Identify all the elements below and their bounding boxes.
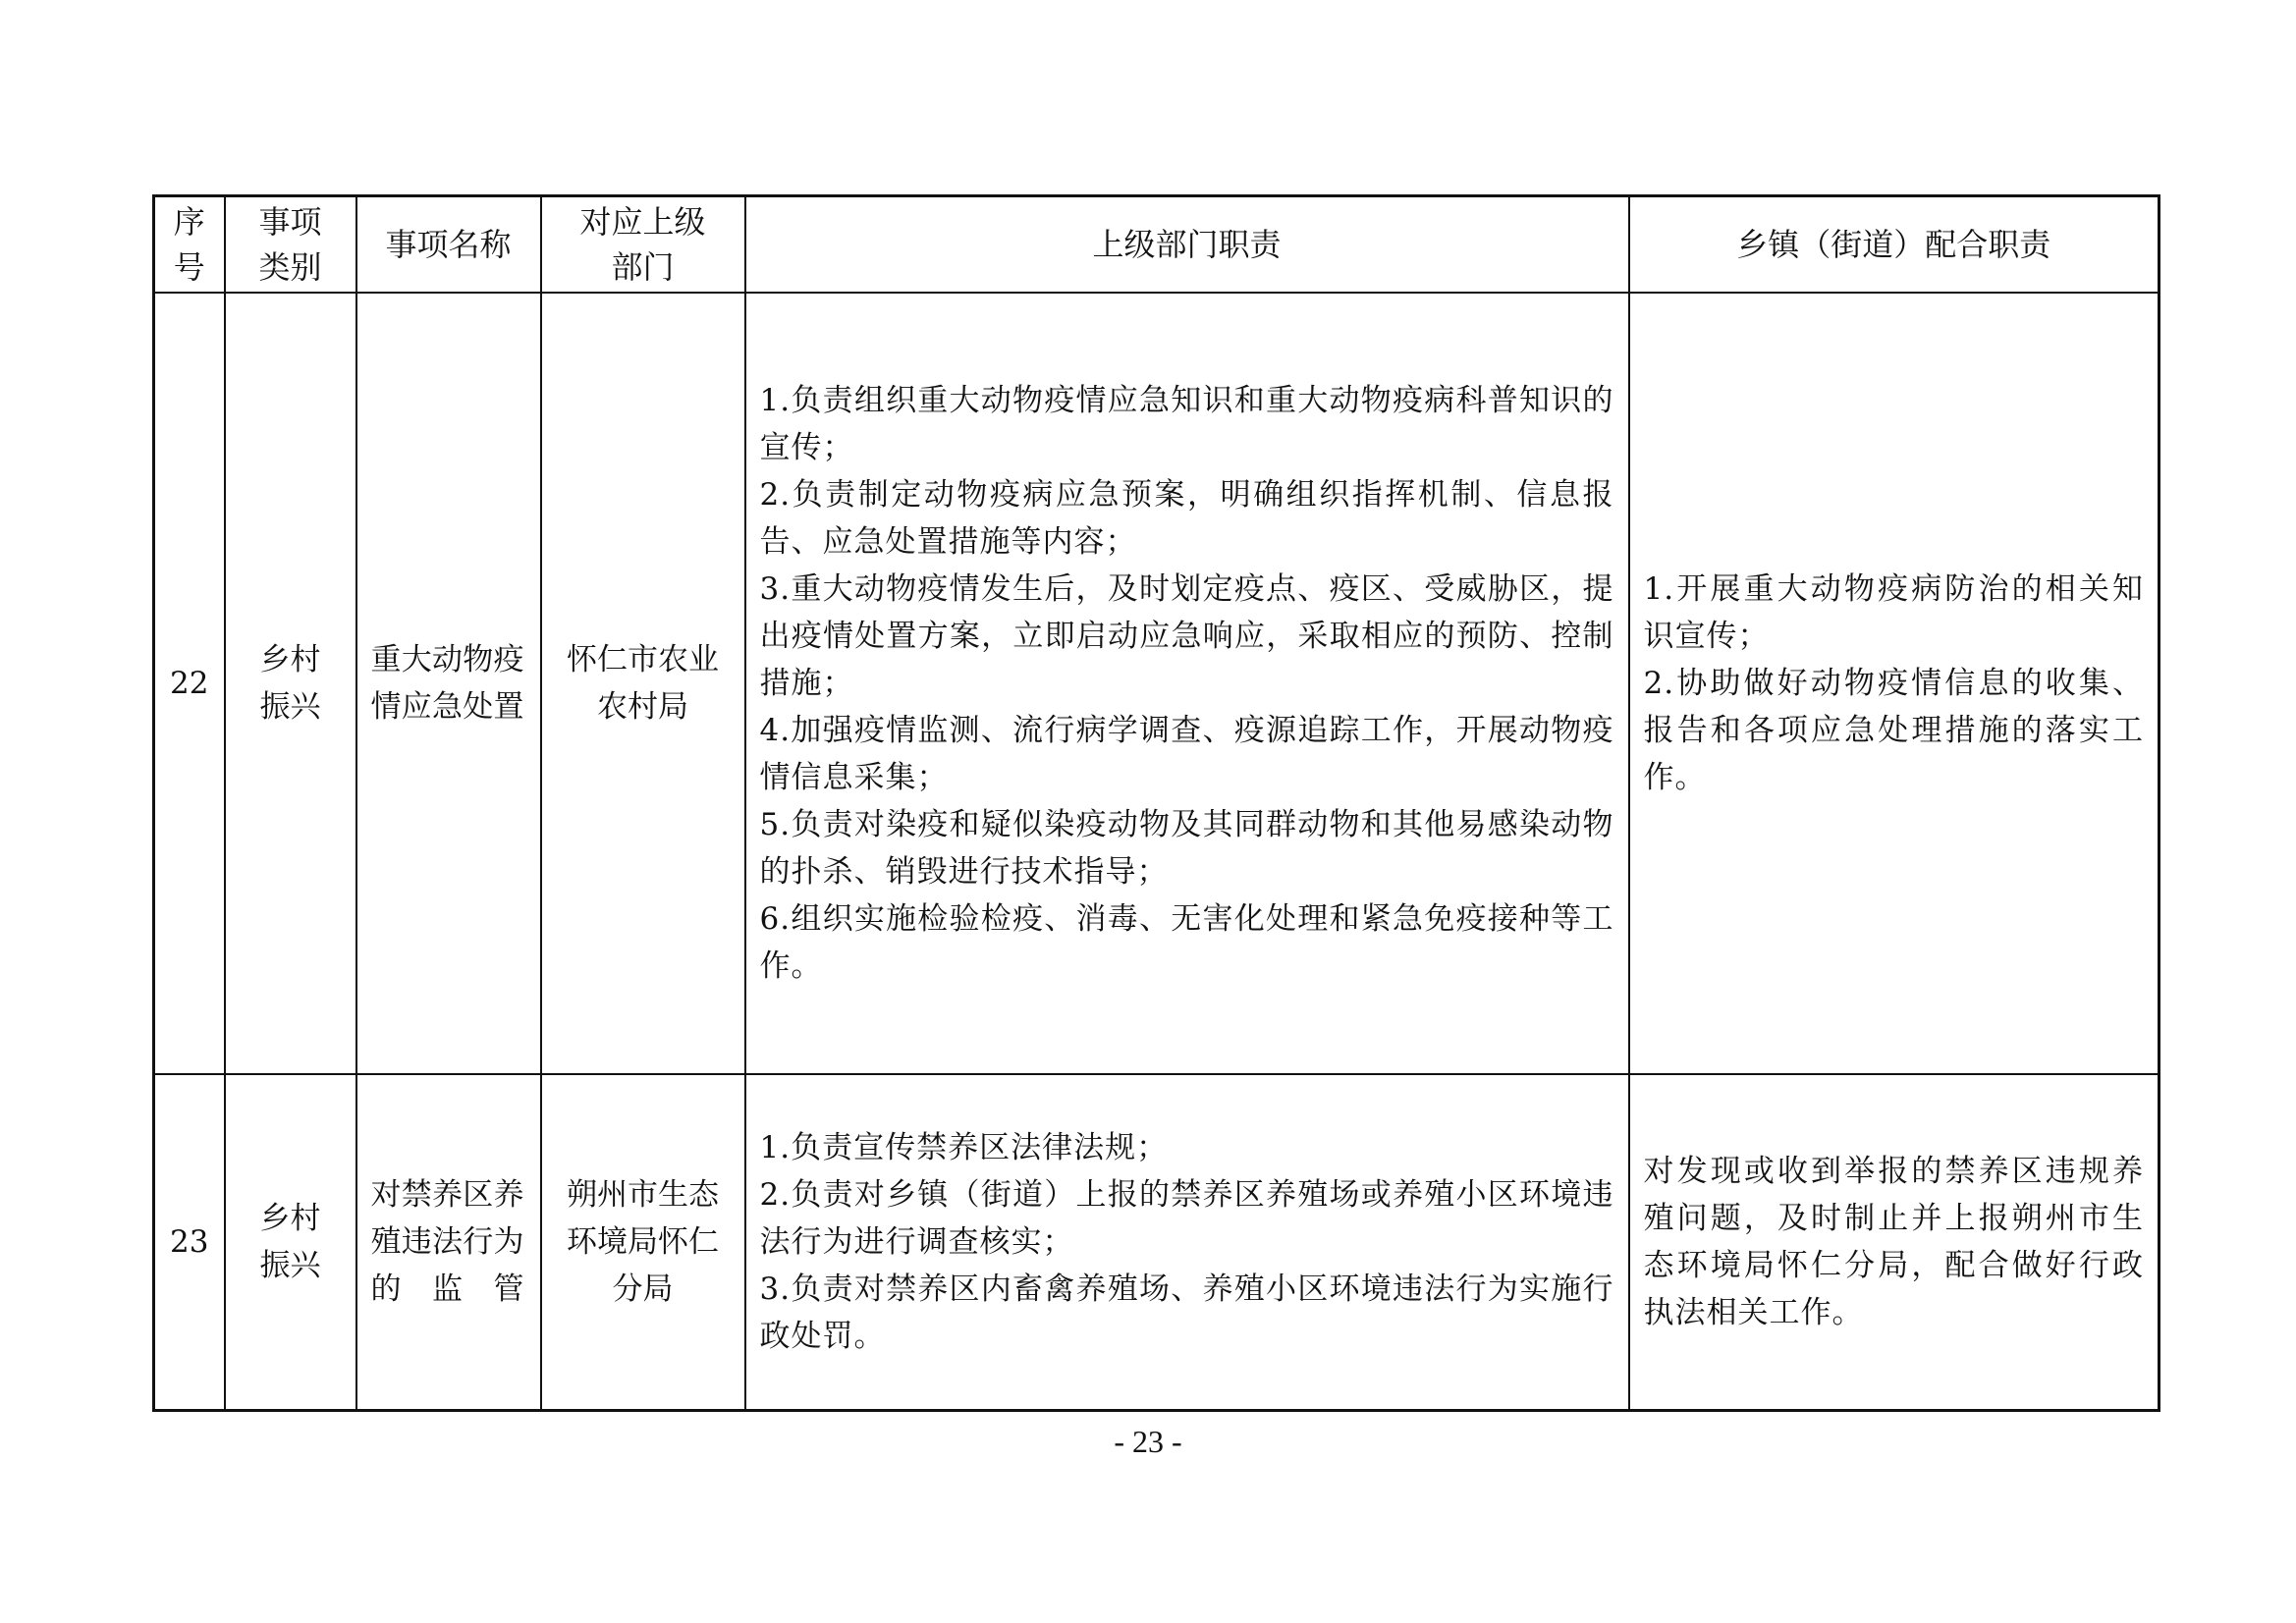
row-township-duties-cell	[1629, 1074, 2159, 1411]
duty-item: 3.负责对禁养区内畜禽养殖场、养殖小区环境违法行为实施行政处罚。	[759, 1271, 1614, 1354]
header-item-name: 事项名称	[356, 196, 541, 294]
township-duty-item: 对发现或收到举报的禁养区违规养殖问题，及时制止并上报朔州市生态环境局怀仁分局，配合做好行政执法相关工作。	[1643, 1154, 2144, 1330]
duty-item: 2.负责制定动物疫病应急预案，明确组织指挥机制、信息报告、应急处置措施等内容；	[759, 477, 1614, 560]
superior-duty-list	[746, 377, 1628, 990]
row-item-name: 对禁养区养殖违法行为的监管	[370, 1177, 524, 1307]
row-department: 怀仁市农业农村局	[541, 293, 745, 1074]
row-item-name-cell	[356, 1074, 541, 1411]
row-item-name-cell	[356, 293, 541, 1074]
table-row	[154, 293, 2159, 1074]
header-row	[154, 196, 2159, 294]
header-superior-duty: 上级部门职责	[745, 196, 1629, 294]
page-number: - 23 -	[1114, 1424, 1182, 1459]
header-township-duty: 乡镇（街道）配合职责	[1629, 196, 2159, 294]
duty-item: 1.负责组织重大动物疫情应急知识和重大动物疫病科普知识的宣传；	[759, 383, 1614, 465]
row-item-name: 重大动物疫情应急处置	[370, 642, 524, 725]
header-department: 对应上级部门	[541, 196, 745, 294]
row-index: 23	[154, 1074, 225, 1411]
township-duty-item: 2.协助做好动物疫情信息的收集、报告和各项应急处理措施的落实工作。	[1643, 666, 2144, 795]
row-index: 22	[154, 293, 225, 1074]
township-duty-item: 1.开展重大动物疫病防治的相关知识宣传；	[1643, 571, 2144, 654]
township-duty-list	[1630, 1148, 2159, 1336]
table-row	[154, 1074, 2159, 1411]
table-header	[154, 196, 2159, 294]
township-duty-list	[1630, 566, 2159, 801]
row-township-duties-cell	[1629, 293, 2159, 1074]
duty-item: 6.组织实施检验检疫、消毒、无害化处理和紧急免疫接种等工作。	[759, 901, 1614, 984]
duty-item: 4.加强疫情监测、流行病学调查、疫源追踪工作，开展动物疫情信息采集；	[759, 713, 1614, 795]
table-body	[154, 293, 2159, 1411]
responsibility-table	[152, 194, 2160, 1412]
row-department: 朔州市生态环境局怀仁分局	[541, 1074, 745, 1411]
row-category: 乡村振兴	[225, 1074, 356, 1411]
duty-item: 5.负责对染疫和疑似染疫动物及其同群动物和其他易感染动物的扑杀、销毁进行技术指导；	[759, 807, 1614, 890]
row-superior-duties-cell	[745, 1074, 1629, 1411]
row-category: 乡村振兴	[225, 293, 356, 1074]
superior-duty-list	[746, 1124, 1628, 1360]
duty-item: 3.重大动物疫情发生后，及时划定疫点、疫区、受威胁区，提出疫情处置方案，立即启动应急响应，采取相应的预防、控制措施；	[759, 571, 1614, 701]
duty-item: 1.负责宣传禁养区法律法规；	[759, 1130, 1169, 1165]
duty-item: 2.负责对乡镇（街道）上报的禁养区养殖场或养殖小区环境违法行为进行调查核实；	[759, 1177, 1614, 1260]
header-index: 序号	[154, 196, 225, 294]
header-category: 事项类别	[225, 196, 356, 294]
row-superior-duties-cell	[745, 293, 1629, 1074]
